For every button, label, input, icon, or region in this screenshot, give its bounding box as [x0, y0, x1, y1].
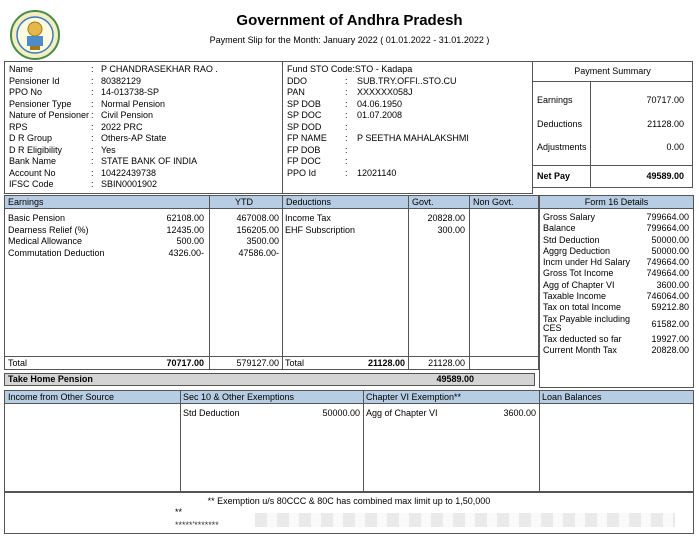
- colon: :: [91, 98, 94, 109]
- form16-value: 749664.00: [646, 257, 689, 268]
- office-field-label: FP DOB: [287, 144, 321, 155]
- form16-row: [543, 268, 689, 279]
- office-details-panel: [282, 61, 533, 194]
- form16-value: 50000.00: [651, 245, 689, 256]
- colon: :: [345, 87, 348, 97]
- summary-label: Earnings: [537, 95, 573, 105]
- take-home-row: [4, 373, 535, 386]
- form16-row: [543, 334, 689, 345]
- office-field-label: FP DOC: [287, 156, 321, 166]
- form16-value: 61582.00: [651, 318, 689, 329]
- agg-chapter-value: 3600.00: [503, 408, 536, 418]
- pensioner-field-label: D R Eligibility: [9, 144, 63, 155]
- colon: :: [91, 144, 94, 155]
- form16-label: Tax Payable including CES: [543, 313, 631, 334]
- form16-label: Tax on total Income: [543, 302, 622, 313]
- form16-row: [543, 212, 689, 223]
- summary-value: 0.00: [666, 142, 684, 152]
- deduction-govt: 20828.00: [427, 213, 465, 223]
- office-field-label: PPO Id: [287, 167, 317, 178]
- pensioner-field-value: Yes: [101, 144, 116, 155]
- form16-label: Balance: [543, 223, 576, 234]
- pensioner-row: [9, 64, 278, 76]
- summary-label: Adjustments: [537, 142, 587, 152]
- office-row: [287, 168, 528, 180]
- pensioner-field-label: D R Group: [9, 133, 53, 143]
- summary-value: 70717.00: [646, 95, 684, 105]
- summary-value: 49589.00: [646, 171, 684, 181]
- form16-value: 799664.00: [646, 223, 689, 234]
- pensioner-row: [9, 76, 278, 88]
- form16-label: Gross Salary: [543, 212, 596, 222]
- office-field-label: Fund STO Code: [287, 64, 353, 74]
- earning-name: Dearness Relief (%): [8, 224, 89, 235]
- pensioner-field-label: Account No: [9, 167, 56, 178]
- footer-stars: **: [175, 507, 183, 517]
- pensioner-field-value: Civil Pension: [101, 110, 154, 120]
- form16-value: 799664.00: [646, 212, 689, 222]
- form16-row: [543, 302, 689, 313]
- office-field-label: DDO: [287, 75, 307, 86]
- govt-total-value: 21128.00: [428, 358, 465, 368]
- deduction-name: Income Tax: [285, 213, 331, 223]
- std-deduction-value: 50000.00: [322, 408, 360, 418]
- office-field-label: SP DOC: [287, 110, 322, 120]
- take-home-label: Take Home Pension: [8, 374, 93, 384]
- office-row: [287, 145, 528, 157]
- form16-label: Std Deduction: [543, 234, 600, 245]
- earning-ytd: 156205.00: [236, 224, 279, 235]
- pensioner-field-label: Pensioner Id: [9, 75, 60, 86]
- form16-label: Agg of Chapter VI: [543, 279, 615, 290]
- office-row: [287, 76, 528, 88]
- colon: :: [345, 75, 348, 86]
- pensioner-row: [9, 179, 278, 191]
- colon: :: [91, 133, 94, 143]
- colon: :: [91, 179, 94, 189]
- earnings-header: Earnings: [8, 197, 44, 207]
- earning-amount: 62108.00: [166, 213, 204, 223]
- office-row: [287, 64, 528, 76]
- form16-label: Taxable Income: [543, 291, 607, 302]
- deductions-total-label: Total: [285, 358, 305, 368]
- office-field-value: 01.07.2008: [357, 110, 403, 120]
- earnings-deductions-table: [4, 195, 539, 370]
- earning-amount: 12435.00: [166, 224, 204, 235]
- summary-label: Deductions: [537, 119, 583, 129]
- office-row: [287, 87, 528, 99]
- office-field-value: STO - Kadapa: [354, 64, 413, 74]
- footer-masked-text: *****'*******: [175, 520, 219, 530]
- lower-exemptions-table: [4, 390, 694, 492]
- pensioner-row: [9, 156, 278, 168]
- earning-ytd: 3500.00: [246, 236, 279, 246]
- office-field-value: XXXXXX058J: [357, 87, 413, 97]
- form16-row: [543, 280, 689, 291]
- sec10-header: Sec 10 & Other Exemptions: [183, 392, 295, 402]
- colon: :: [91, 167, 94, 178]
- agg-chapter-label: Agg of Chapter VI: [366, 408, 438, 418]
- chapter6-header: Chapter VI Exemption**: [366, 392, 462, 402]
- pensioner-details-panel: [4, 61, 283, 194]
- earning-name: Medical Allowance: [8, 236, 83, 246]
- pensioner-row: [9, 110, 278, 122]
- colon: :: [91, 110, 94, 120]
- form16-row: [543, 257, 689, 268]
- pensioner-field-label: Pensioner Type: [9, 98, 72, 109]
- form16-row: [543, 246, 689, 257]
- form16-value: 746064.00: [646, 291, 689, 302]
- earnings-total-label: Total: [8, 358, 28, 368]
- form16-title: Form 16 Details: [540, 196, 693, 209]
- form16-label: Aggrg Deduction: [543, 245, 611, 256]
- income-other-header: Income from Other Source: [8, 392, 115, 402]
- office-row: [287, 122, 528, 134]
- form16-row: [543, 345, 689, 356]
- earning-name: Commutation Deduction: [8, 247, 105, 258]
- payment-summary-panel: [532, 61, 693, 188]
- page-title: Government of Andhra Pradesh: [236, 12, 463, 29]
- pensioner-field-value: SBIN0001902: [101, 179, 158, 189]
- pensioner-field-label: Bank Name: [9, 156, 57, 166]
- form16-value: 19927.00: [651, 333, 689, 344]
- pensioner-row: [9, 99, 278, 111]
- form16-row: [543, 235, 689, 246]
- office-field-label: SP DOD: [287, 121, 322, 132]
- pensioner-field-value: STATE BANK OF INDIA: [101, 156, 198, 166]
- pensioner-row: [9, 133, 278, 145]
- office-field-value: 04.06.1950: [357, 98, 403, 109]
- deductions-total-value: 21128.00: [367, 358, 405, 368]
- colon: :: [91, 75, 94, 86]
- office-row: [287, 133, 528, 145]
- ytd-total-value: 579127.00: [236, 358, 279, 368]
- colon: :: [345, 110, 348, 120]
- office-field-value: SUB.TRY.OFFI..STO.CU: [357, 75, 457, 86]
- colon: :: [91, 87, 94, 97]
- form16-row: [543, 291, 689, 302]
- office-field-label: FP NAME: [287, 133, 327, 143]
- deduction-name: EHF Subscription: [285, 224, 356, 235]
- page-subtitle: Payment Slip for the Month: January 2022 ( 01.01.2022 - 31.01.2022 ): [209, 35, 490, 45]
- blurred-signature: [255, 513, 675, 527]
- colon: :: [352, 64, 355, 74]
- colon: :: [345, 121, 348, 132]
- pensioner-field-label: Nature of Pensioner: [9, 110, 90, 120]
- office-field-value: 12021140: [357, 167, 397, 178]
- take-home-value: 49589.00: [436, 374, 474, 384]
- form16-value: 3600.00: [656, 279, 689, 290]
- colon: :: [91, 64, 94, 74]
- pensioner-field-value: 10422439738: [101, 167, 157, 178]
- office-row: [287, 99, 528, 111]
- earning-amount: 4326.00-: [168, 247, 204, 258]
- earnings-total-value: 70717.00: [166, 358, 204, 368]
- pensioner-field-value: 80382129: [101, 75, 142, 86]
- pensioner-row: [9, 145, 278, 157]
- pensioner-field-label: PPO No: [9, 87, 43, 97]
- summary-label: Net Pay: [537, 171, 571, 181]
- pensioner-field-value: 2022 PRC: [101, 121, 143, 132]
- form16-value: 20828.00: [651, 344, 689, 355]
- pensioner-field-label: Name: [9, 64, 34, 74]
- office-field-label: SP DOB: [287, 98, 321, 109]
- earning-ytd: 467008.00: [236, 213, 279, 223]
- form16-label: Incm under Hd Salary: [543, 257, 631, 268]
- ytd-header: YTD: [235, 197, 253, 207]
- pensioner-field-value: 14-013738-SP: [101, 87, 160, 97]
- office-field-label: PAN: [287, 87, 305, 97]
- footer-note-box: [4, 492, 694, 534]
- pensioner-field-value: Normal Pension: [101, 98, 166, 109]
- footer-note: ** Exemption u/s 80CCC & 80C has combined max limit up to 1,50,000: [207, 496, 491, 506]
- pensioner-field-value: P CHANDRASEKHAR RAO .: [101, 64, 218, 74]
- payment-summary-title: Payment Summary: [574, 66, 651, 76]
- office-row: [287, 156, 528, 168]
- loan-balances-header: Loan Balances: [542, 392, 602, 402]
- colon: :: [345, 98, 348, 109]
- earning-amount: 500.00: [176, 236, 204, 246]
- std-deduction-label: Std Deduction: [183, 408, 240, 418]
- colon: :: [345, 167, 348, 178]
- form16-label: Gross Tot Income: [543, 268, 614, 279]
- form16-value: 59212.80: [651, 302, 689, 313]
- pensioner-field-value: Others-AP State: [101, 133, 167, 143]
- deductions-header: Deductions: [286, 197, 332, 207]
- pensioner-field-label: IFSC Code: [9, 179, 54, 189]
- deduction-govt: 300.00: [437, 224, 465, 235]
- colon: :: [91, 121, 94, 132]
- colon: :: [345, 156, 348, 166]
- office-row: [287, 110, 528, 122]
- form16-value: 749664.00: [646, 268, 689, 279]
- form16-row: [543, 314, 689, 334]
- form16-label: Current Month Tax: [543, 344, 617, 355]
- form16-panel: [539, 195, 694, 388]
- colon: :: [345, 133, 348, 143]
- summary-value: 21128.00: [647, 119, 684, 129]
- colon: :: [345, 144, 348, 155]
- govt-header: Govt.: [412, 197, 434, 207]
- form16-label: Tax deducted so far: [543, 333, 622, 344]
- pensioner-row: [9, 87, 278, 99]
- colon: :: [91, 156, 94, 166]
- form16-row: [543, 223, 689, 234]
- office-field-value: P SEETHA MAHALAKSHMI: [357, 133, 469, 143]
- earning-name: Basic Pension: [8, 213, 66, 223]
- pensioner-row: [9, 122, 278, 134]
- form16-value: 50000.00: [651, 234, 689, 245]
- earning-ytd: 47586.00-: [238, 247, 279, 258]
- pensioner-field-label: RPS: [9, 121, 28, 132]
- non-govt-header: Non Govt.: [473, 197, 514, 207]
- pensioner-row: [9, 168, 278, 180]
